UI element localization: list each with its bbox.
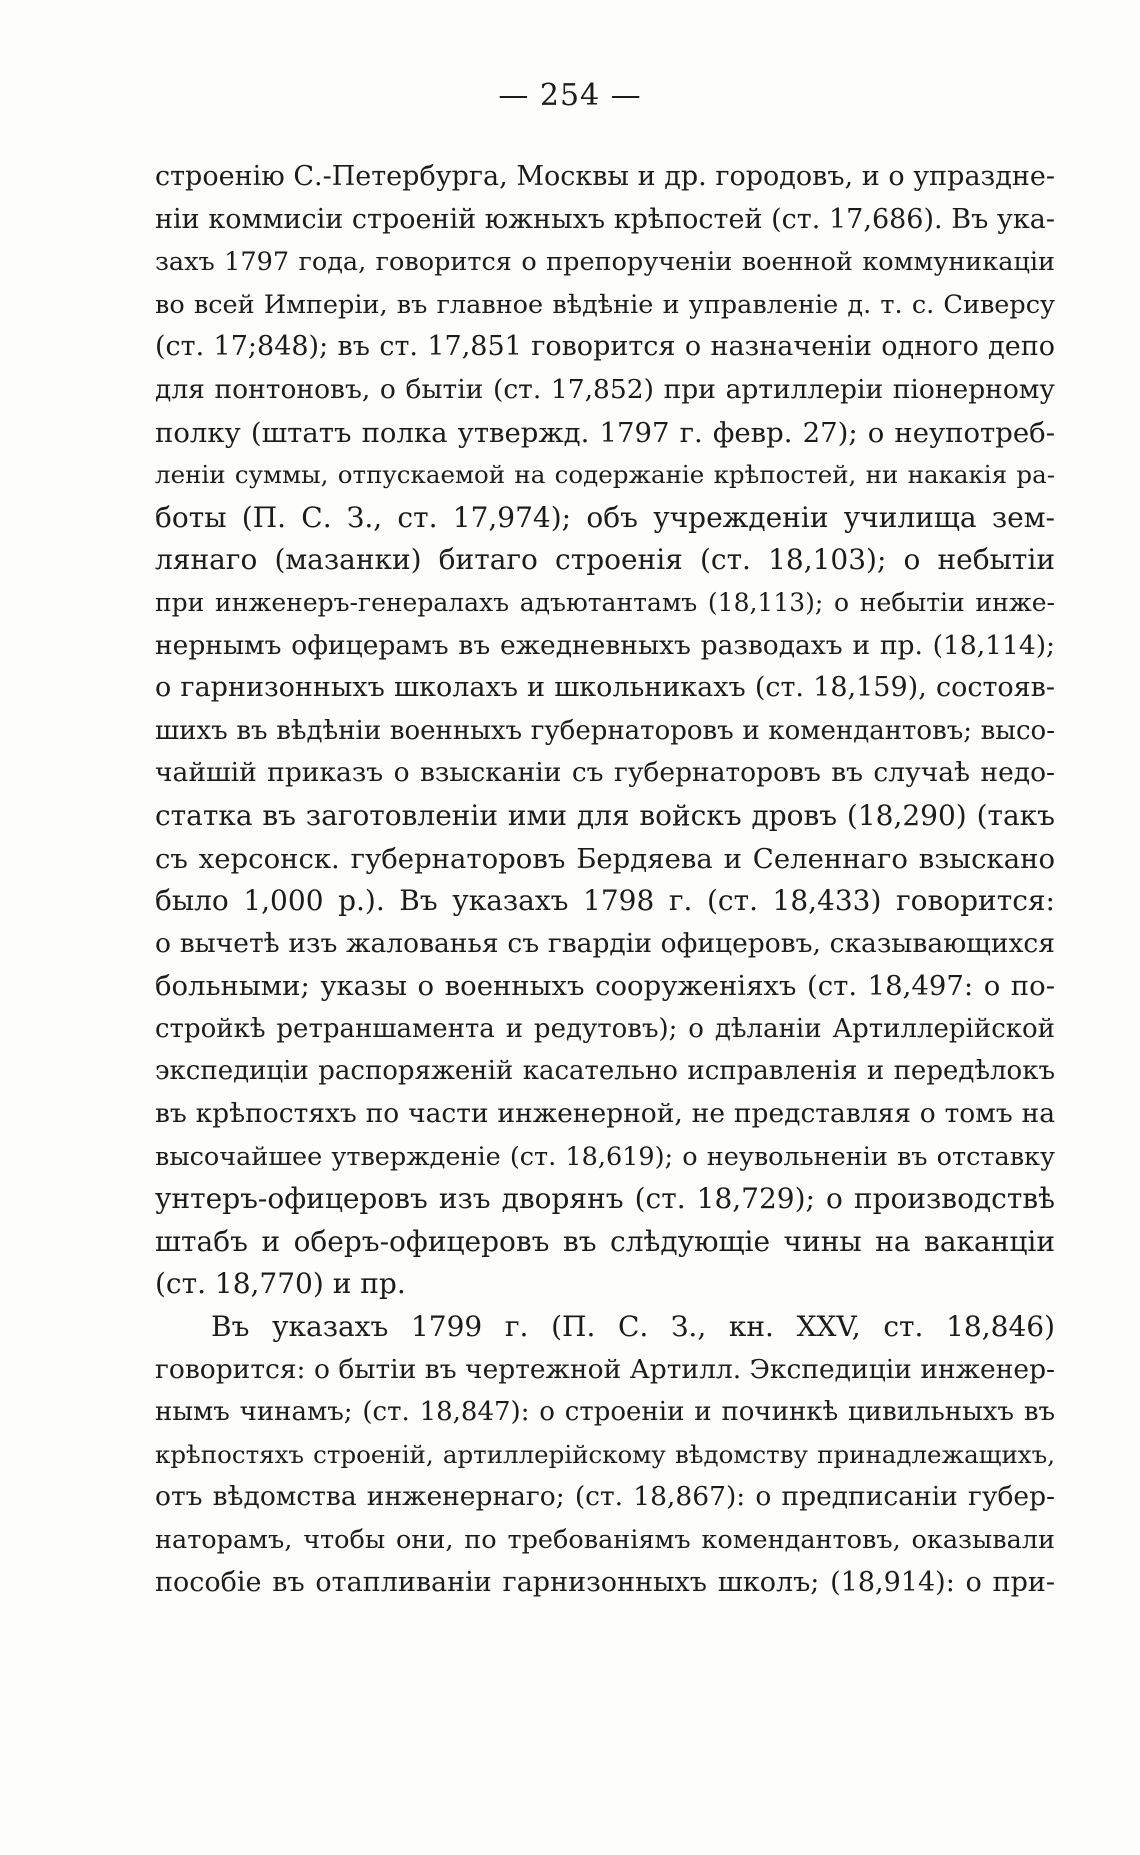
text-line: чайшій приказъ о взысканіи съ губернаторовъ въ случаѣ недо- (155, 757, 1055, 789)
text-line: говорится: о бытіи въ чертежной Артилл. Экспедиціи инженер- (155, 1353, 1055, 1385)
text-line: нымъ чинамъ; (ст. 18,847): о строеніи и починкѣ цивильныхъ въ (155, 1397, 1055, 1428)
text-line: унтеръ-офицеровъ изъ дворянъ (ст. 18,729); о производствѣ (155, 1182, 1055, 1216)
page-number: — 254 — (498, 78, 642, 113)
text-line: о вычетѣ изъ жалованья съ гвардіи офицеровъ, сказывающихся (155, 927, 1055, 959)
text-line: боты (П. С. З., ст. 17,974); объ учрежденіи училища зем- (155, 500, 1055, 534)
text-line: экспедиціи распоряженій касательно исправленія и передѣлокъ (155, 1056, 1055, 1087)
text-line: захъ 1797 года, говорится о препорученіи военной коммуникаціи (155, 247, 1055, 278)
text-line: пособіе въ отапливаніи гарнизонныхъ школъ; (18,914): о при- (155, 1566, 1055, 1598)
text-line: штабъ и оберъ-офицеровъ въ слѣдующіе чины на ваканціи (155, 1224, 1055, 1258)
paragraph-start-line: Въ указахъ 1799 г. (П. С. З., кн. XXV, ст. 18,846) (211, 1310, 1055, 1344)
text-line: при инженеръ-генералахъ адъютантамъ (18,113); о небытіи инже- (155, 587, 1055, 617)
text-line: о гарнизонныхъ школахъ и школьникахъ (ст. 18,159), состояв- (155, 672, 1055, 704)
paragraph-end-line: (ст. 18,770) и пр. (155, 1267, 406, 1301)
text-line: съ херсонск. губернаторовъ Бердяева и Селеннаго взыскано (155, 842, 1055, 875)
text-line: ніи коммисіи строеній южныхъ крѣпостей (ст. 17,686). Въ ука- (155, 203, 1055, 235)
text-line: во всей Имперіи, въ главное вѣдѣніе и управленіе д. т. с. Сиверсу (155, 289, 1055, 320)
body-text (155, 156, 1055, 1604)
text-line: крѣпостяхъ строеній, артиллерійскому вѣдомству принадлежащихъ, (155, 1439, 1055, 1469)
text-line: наторамъ, чтобы они, по требованіямъ комендантовъ, оказывали (155, 1525, 1055, 1555)
text-line: (ст. 17;848); въ ст. 17,851 говорится о назначеніи одного депо (155, 331, 1055, 363)
text-line: полку (штатъ полка утвержд. 1797 г. февр. 27); о неупотреб- (155, 416, 1055, 449)
text-line: больными; указы о военныхъ сооруженіяхъ (ст. 18,497: о по- (155, 970, 1055, 1003)
text-line: въ крѣпостяхъ по части инженерной, не представляя о томъ на (155, 1098, 1055, 1130)
text-line: строенію С.-Петербурга, Москвы и др. городовъ, и о упраздне- (155, 161, 1055, 192)
text-line: отъ вѣдомства инженернаго; (ст. 18,867): о предписаніи губер- (155, 1481, 1055, 1513)
text-line: высочайшее утвержденіе (ст. 18,619); о неувольненіи въ отставку (155, 1141, 1055, 1172)
text-line: было 1,000 р.). Въ указахъ 1798 г. (ст. 18,433) говорится: (155, 884, 1055, 918)
text-line: стройкѣ ретраншамента и редутовъ); о дѣланіи Артиллерійской (155, 1013, 1055, 1044)
text-line: лянаго (мазанки) битаго строенія (ст. 18,103); о небытіи (155, 543, 1055, 577)
text-line: для понтоновъ, о бытіи (ст. 17,852) при артиллеріи піонерному (155, 373, 1055, 405)
text-line: нернымъ офицерамъ въ ежедневныхъ разводахъ и пр. (18,114); (155, 629, 1055, 661)
text-line: леніи суммы, отпускаемой на содержаніе крѣпостей, ни накакія ра- (155, 460, 1055, 490)
text-line: шихъ въ вѣдѣніи военныхъ губернаторовъ и комендантовъ; высо- (155, 715, 1055, 746)
text-line: статка въ заготовленіи ими для войскъ дровъ (18,290) (такъ (155, 798, 1055, 832)
